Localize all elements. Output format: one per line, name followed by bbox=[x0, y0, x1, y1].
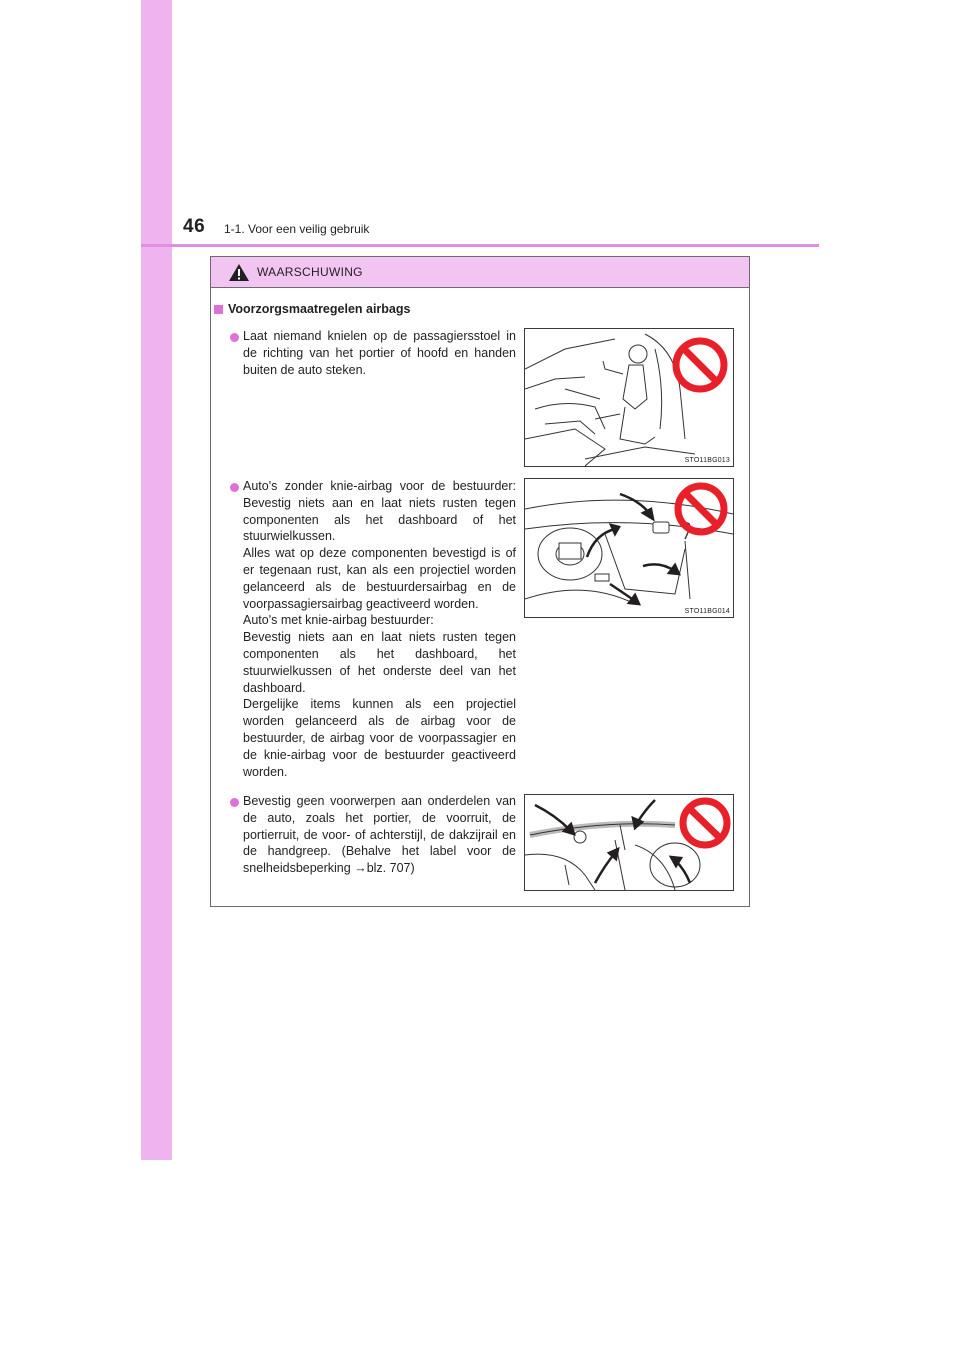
prohibition-sign-icon bbox=[676, 341, 724, 389]
warning-box bbox=[210, 256, 750, 907]
square-bullet-icon bbox=[214, 305, 223, 314]
illustration-dashboard bbox=[524, 478, 734, 618]
warning-title: WAARSCHUWING bbox=[257, 265, 363, 279]
page-number: 46 bbox=[183, 216, 206, 237]
warning-subheading bbox=[214, 302, 410, 316]
prohibition-sign-icon bbox=[678, 486, 724, 532]
illustration-pillars-and-handgrip bbox=[524, 794, 734, 891]
kneeling-passenger-drawing bbox=[525, 329, 733, 466]
illustration-kneeling-passenger bbox=[524, 328, 734, 467]
subheading-text: Voorzorgsmaatregelen airbags bbox=[228, 302, 411, 316]
warning-triangle-icon bbox=[228, 263, 250, 282]
figure-code: STO11BG014 bbox=[684, 608, 730, 615]
dashboard-drawing bbox=[525, 479, 733, 617]
item-paragraph: Auto's zonder knie-airbag voor de bestuurder: Bevestig niets aan en laat niets rusten tegen componenten als het dashboard of het stuurwielkussen. bbox=[243, 479, 516, 544]
circle-bullet-icon bbox=[230, 798, 239, 807]
item-paragraph: Dergelijke items kunnen als een projectiel worden gelanceerd als de airbag voor de bestuurder, de airbag voor de voorpassagier en de knie-airbag voor de bestuurder geactiveerd worden. bbox=[243, 697, 516, 779]
figure-code: STO11BG013 bbox=[684, 457, 730, 464]
header-rule bbox=[141, 244, 819, 247]
circle-bullet-icon bbox=[230, 333, 239, 342]
item-paragraph: Auto's met knie-airbag bestuurder: bbox=[243, 613, 434, 628]
warning-item-2 bbox=[243, 478, 516, 780]
warning-item-1 bbox=[243, 328, 516, 378]
warning-item-3 bbox=[243, 793, 516, 877]
prohibition-sign-icon bbox=[683, 801, 727, 845]
item-paragraph: Bevestig niets aan en laat niets rusten tegen componenten als het dashboard, het stuurwielkussen of het onderste deel van het dashboard. bbox=[243, 630, 516, 695]
item-paragraph: Bevestig geen voorwerpen aan onderdelen van de auto, zoals het portier, de voorruit, de portierruit, de voor- of achterstijl, de dakzijrail en de handgreep. (Behalve het label voor de snelheidsbeperking →blz. 707) bbox=[243, 794, 516, 876]
circle-bullet-icon bbox=[230, 483, 239, 492]
pillars-drawing bbox=[525, 795, 733, 890]
item-paragraph: Alles wat op deze componenten bevestigd is of er tegenaan rust, kan als een projectiel worden gelanceerd als de bestuurdersairbag en de voorpassagiersairbag geactiveerd worden. bbox=[243, 546, 516, 611]
warning-header bbox=[211, 257, 749, 288]
chapter-side-strip bbox=[141, 0, 172, 1160]
section-title: 1-1. Voor een veilig gebruik bbox=[224, 222, 370, 236]
item-paragraph: Laat niemand knielen op de passagiersstoel in de richting van het portier of hoofd en handen buiten de auto steken. bbox=[243, 329, 516, 377]
